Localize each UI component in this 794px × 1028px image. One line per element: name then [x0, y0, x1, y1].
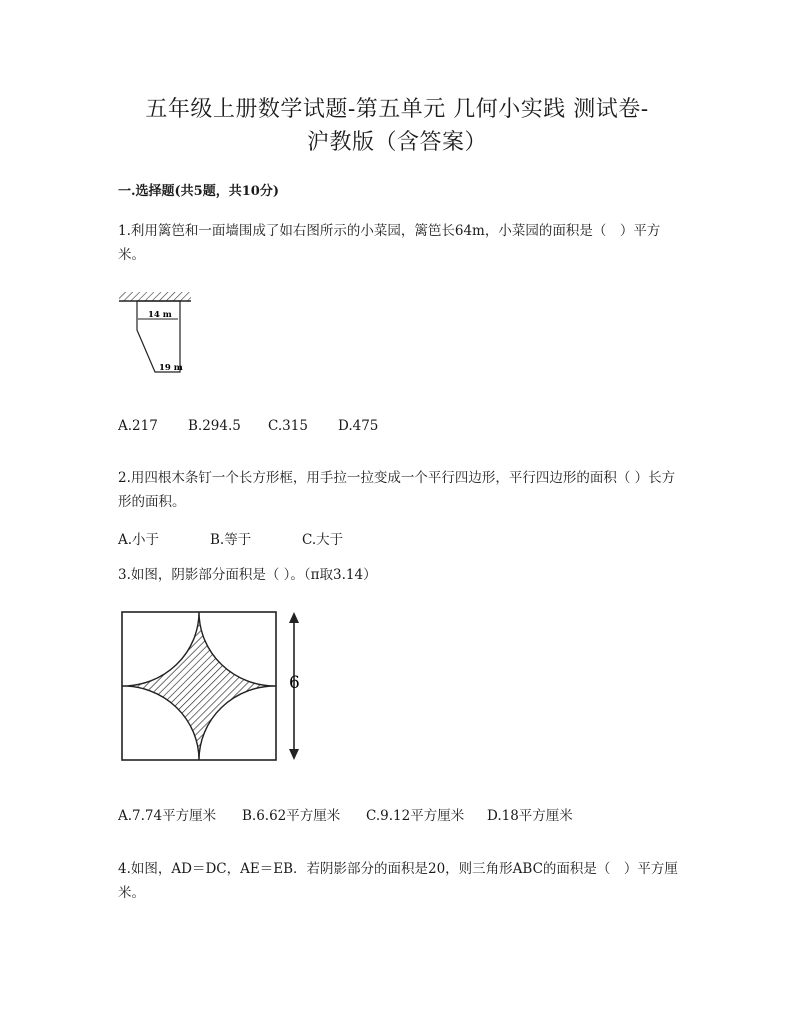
question-1-figure	[115, 288, 195, 383]
option-b[interactable]: B.294.5	[188, 418, 241, 434]
option-a[interactable]: A.7.74平方厘米	[118, 808, 217, 824]
dimension-arrow-top	[289, 612, 299, 623]
section-heading: 一.选择题(共5题，共10分)	[118, 184, 279, 199]
option-b[interactable]: B.等于	[210, 532, 252, 548]
figure-label-bottom: 19 m	[159, 363, 183, 373]
shaded-region	[122, 612, 276, 760]
question-4-text: 4.如图，AD＝DC，AE＝EB．若阴影部分的面积是20，则三角形ABC的面积是（ ）平方厘米。	[118, 861, 678, 901]
wall-hatching	[119, 292, 191, 301]
question-3-options	[118, 804, 573, 824]
dimension-label: 6	[289, 673, 300, 693]
option-a[interactable]: A.217	[118, 418, 158, 434]
option-c[interactable]: C.315	[268, 418, 308, 434]
option-b[interactable]: B.6.62平方厘米	[242, 808, 341, 824]
question-1-text: 1.利用篱笆和一面墙围成了如右图所示的小菜园，篱笆长64m，小菜园的面积是（ ）平方米。	[118, 223, 661, 263]
question-2-text: 2.用四根木条钉一个长方形框，用手拉一拉变成一个平行四边形，平行四边形的面积（ ）长方形的面积。	[118, 470, 676, 510]
figure-label-top: 14 m	[148, 310, 172, 320]
dimension-arrow-bottom	[289, 749, 299, 760]
question-3-text: 3.如图，阴影部分面积是（ ）。（π取3.14）	[118, 567, 377, 583]
option-a[interactable]: A.小于	[118, 532, 160, 548]
option-c[interactable]: C.大于	[302, 532, 344, 548]
question-1-options	[118, 418, 378, 434]
option-d[interactable]: D.475	[338, 418, 379, 434]
question-2-options	[118, 528, 343, 548]
document-title-line-1: 五年级上册数学试题-第五单元 几何小实践 测试卷-	[145, 97, 649, 122]
option-d[interactable]: D.18平方厘米	[487, 808, 573, 824]
option-c[interactable]: C.9.12平方厘米	[366, 808, 465, 824]
document-title-line-2: 沪教版（含答案）	[306, 130, 487, 155]
question-3-figure	[118, 607, 318, 763]
